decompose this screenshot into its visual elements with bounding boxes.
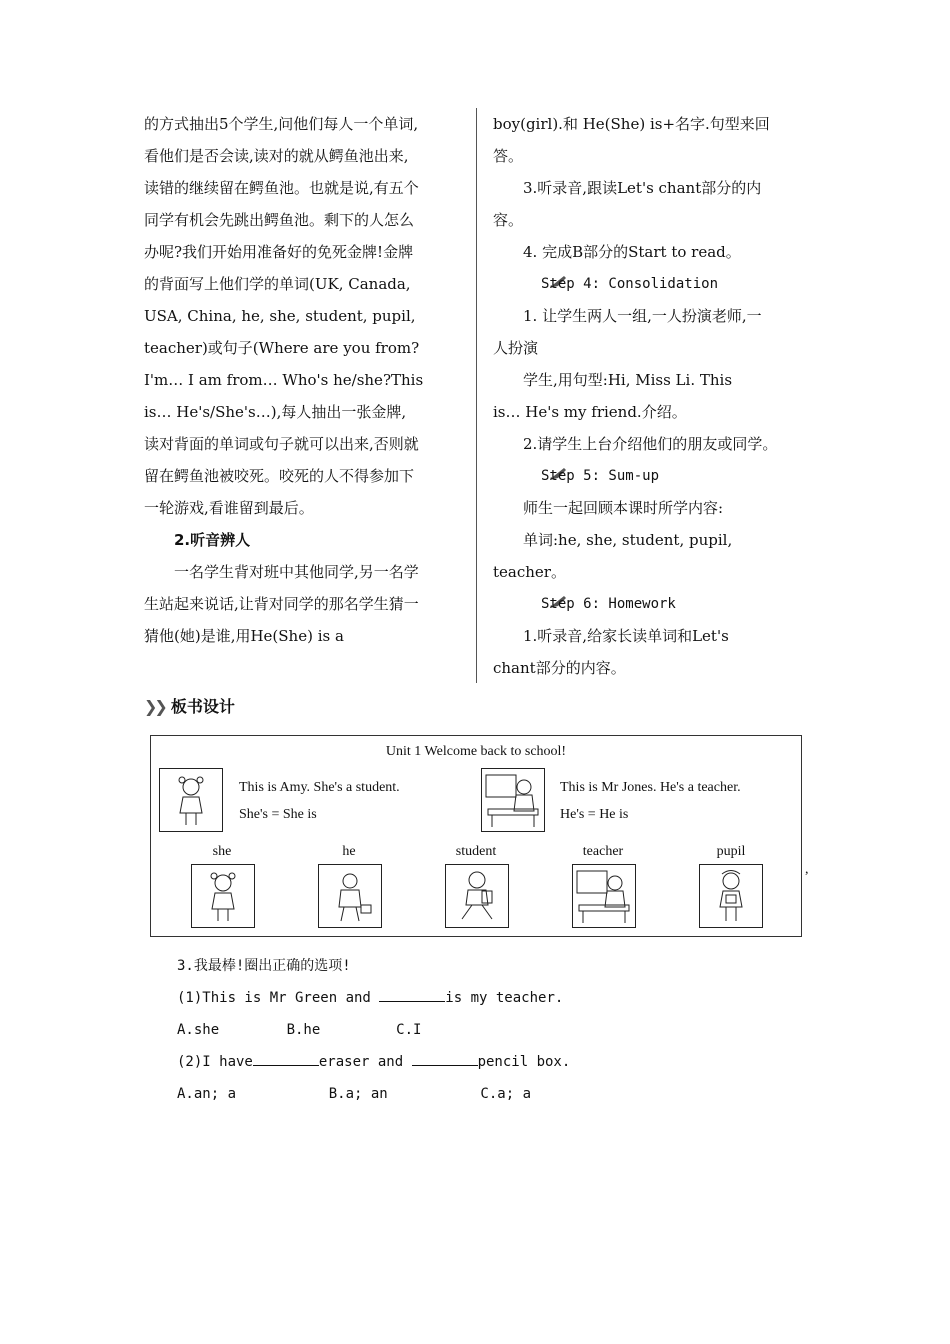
text-line: 师生一起回顾本课时所学内容: xyxy=(523,499,724,517)
she-picture xyxy=(191,864,255,928)
text-line: 学生,用句型:Hi, Miss Li. This xyxy=(523,371,733,389)
right-column xyxy=(493,108,807,684)
text-line: 一轮游戏,看谁留到最后。 xyxy=(144,499,314,517)
quiz-title: 3.我最棒!圈出正确的选项! xyxy=(177,958,351,974)
text-line: 人扮演 xyxy=(493,339,539,357)
word-pupil: pupil xyxy=(716,844,746,859)
answer-blank[interactable] xyxy=(412,1053,478,1066)
subheading: 2.听音辨人 xyxy=(174,531,251,549)
step-heading xyxy=(493,460,807,492)
trailing-comma: , xyxy=(805,862,809,877)
text-line: 办呢?我们开始用准备好的免死金牌!金牌 xyxy=(144,243,414,261)
column-divider xyxy=(476,108,477,683)
teacher-word-picture xyxy=(572,864,636,928)
pen-icon xyxy=(521,461,539,475)
text-line: 一名学生背对班中其他同学,另一名学 xyxy=(174,563,419,581)
pen-icon xyxy=(521,269,539,283)
text-line: is… He's my friend.介绍。 xyxy=(493,403,687,421)
text-line: 读错的继续留在鳄鱼池。也就是说,有五个 xyxy=(144,179,419,197)
text-line: 留在鳄鱼池被咬死。咬死的人不得参加下 xyxy=(144,467,415,485)
text-line: teacher)或句子(Where are you from? xyxy=(144,339,420,357)
text-line: USA, China, he, she, student, pupil, xyxy=(144,307,416,325)
pupil-picture xyxy=(699,864,763,928)
question-text: (1)This is Mr Green and xyxy=(177,990,380,1006)
text-line: 读对背面的单词或句子就可以出来,否则就 xyxy=(144,435,419,453)
text-line: chant部分的内容。 xyxy=(493,659,626,677)
answer-blank[interactable] xyxy=(253,1053,319,1066)
word-teacher: teacher xyxy=(582,844,624,859)
question-text: (2)I have xyxy=(177,1054,253,1070)
double-chevron-icon: ❯❯ xyxy=(144,697,165,716)
question-1 xyxy=(177,982,570,1014)
section-heading xyxy=(144,694,235,717)
text-line: 同学有机会先跳出鳄鱼池。剩下的人怎么 xyxy=(144,211,415,229)
text-line: boy(girl).和 He(She) is+名字.句型来回 xyxy=(493,115,770,133)
text-line: 1. 让学生两人一组,一人扮演老师,一 xyxy=(523,307,762,325)
text-line: 生站起来说话,让背对同学的那名学生猜一 xyxy=(144,595,419,613)
word-he: he xyxy=(342,844,356,859)
text-line: I'm… I am from… Who's he/she?This xyxy=(144,371,424,389)
blackboard-design xyxy=(150,735,802,937)
text-line: 的方式抽出5个学生,问他们每人一个单词, xyxy=(144,115,419,133)
question-1-options[interactable]: A.she B.he C.I xyxy=(177,1022,422,1038)
text-line: 1.听录音,给家长读单词和Let's xyxy=(523,627,729,645)
amy-contraction: She's = She is xyxy=(239,807,317,822)
step-heading xyxy=(493,268,807,300)
jones-contraction: He's = He is xyxy=(560,807,629,822)
text-line: is… He's/She's…),每人抽出一张金牌, xyxy=(144,403,407,421)
step-title: Step 4: Consolidation xyxy=(541,276,719,292)
question-text: is my teacher. xyxy=(445,990,564,1006)
jones-sentence: This is Mr Jones. He's a teacher. xyxy=(560,780,741,795)
text-line: 2.请学生上台介绍他们的朋友或同学。 xyxy=(523,435,778,453)
word-she: she xyxy=(212,844,232,859)
crocodile-game-paragraph xyxy=(144,108,460,524)
text-line: 单词:he, she, student, pupil, xyxy=(523,531,733,549)
question-text: pencil box. xyxy=(477,1054,571,1070)
girl-picture xyxy=(159,768,223,832)
text-line: 3.听录音,跟读Let's chant部分的内 xyxy=(523,179,762,197)
text-line: 的背面写上他们学的单词(UK, Canada, xyxy=(144,275,411,293)
text-line: 看他们是否会读,读对的就从鳄鱼池出来, xyxy=(144,147,409,165)
teacher-picture xyxy=(481,768,545,832)
text-line: 答。 xyxy=(493,147,524,165)
text-line: 猜他(她)是谁,用He(She) is a xyxy=(144,627,344,645)
text-line: 4. 完成B部分的Start to read。 xyxy=(523,243,741,261)
board-title: Unit 1 Welcome back to school! xyxy=(385,744,567,759)
pen-icon xyxy=(521,589,539,603)
step-title: Step 5: Sum-up xyxy=(541,468,660,484)
question-2-options[interactable]: A.an; a B.a; an C.a; a xyxy=(177,1086,532,1102)
step-title: Step 6: Homework xyxy=(541,596,676,612)
left-column xyxy=(144,108,460,652)
question-text: eraser and xyxy=(318,1054,412,1070)
listen-guess-paragraph xyxy=(144,556,460,652)
quiz xyxy=(177,950,570,1110)
word-student: student xyxy=(455,844,497,859)
student-picture xyxy=(445,864,509,928)
section-title: 板书设计 xyxy=(170,697,235,716)
text-line: 容。 xyxy=(493,211,524,229)
he-picture xyxy=(318,864,382,928)
question-2 xyxy=(177,1046,570,1078)
answer-blank[interactable] xyxy=(379,989,445,1002)
step-heading xyxy=(493,588,807,620)
text-line: teacher。 xyxy=(493,563,566,581)
amy-sentence: This is Amy. She's a student. xyxy=(239,780,400,795)
